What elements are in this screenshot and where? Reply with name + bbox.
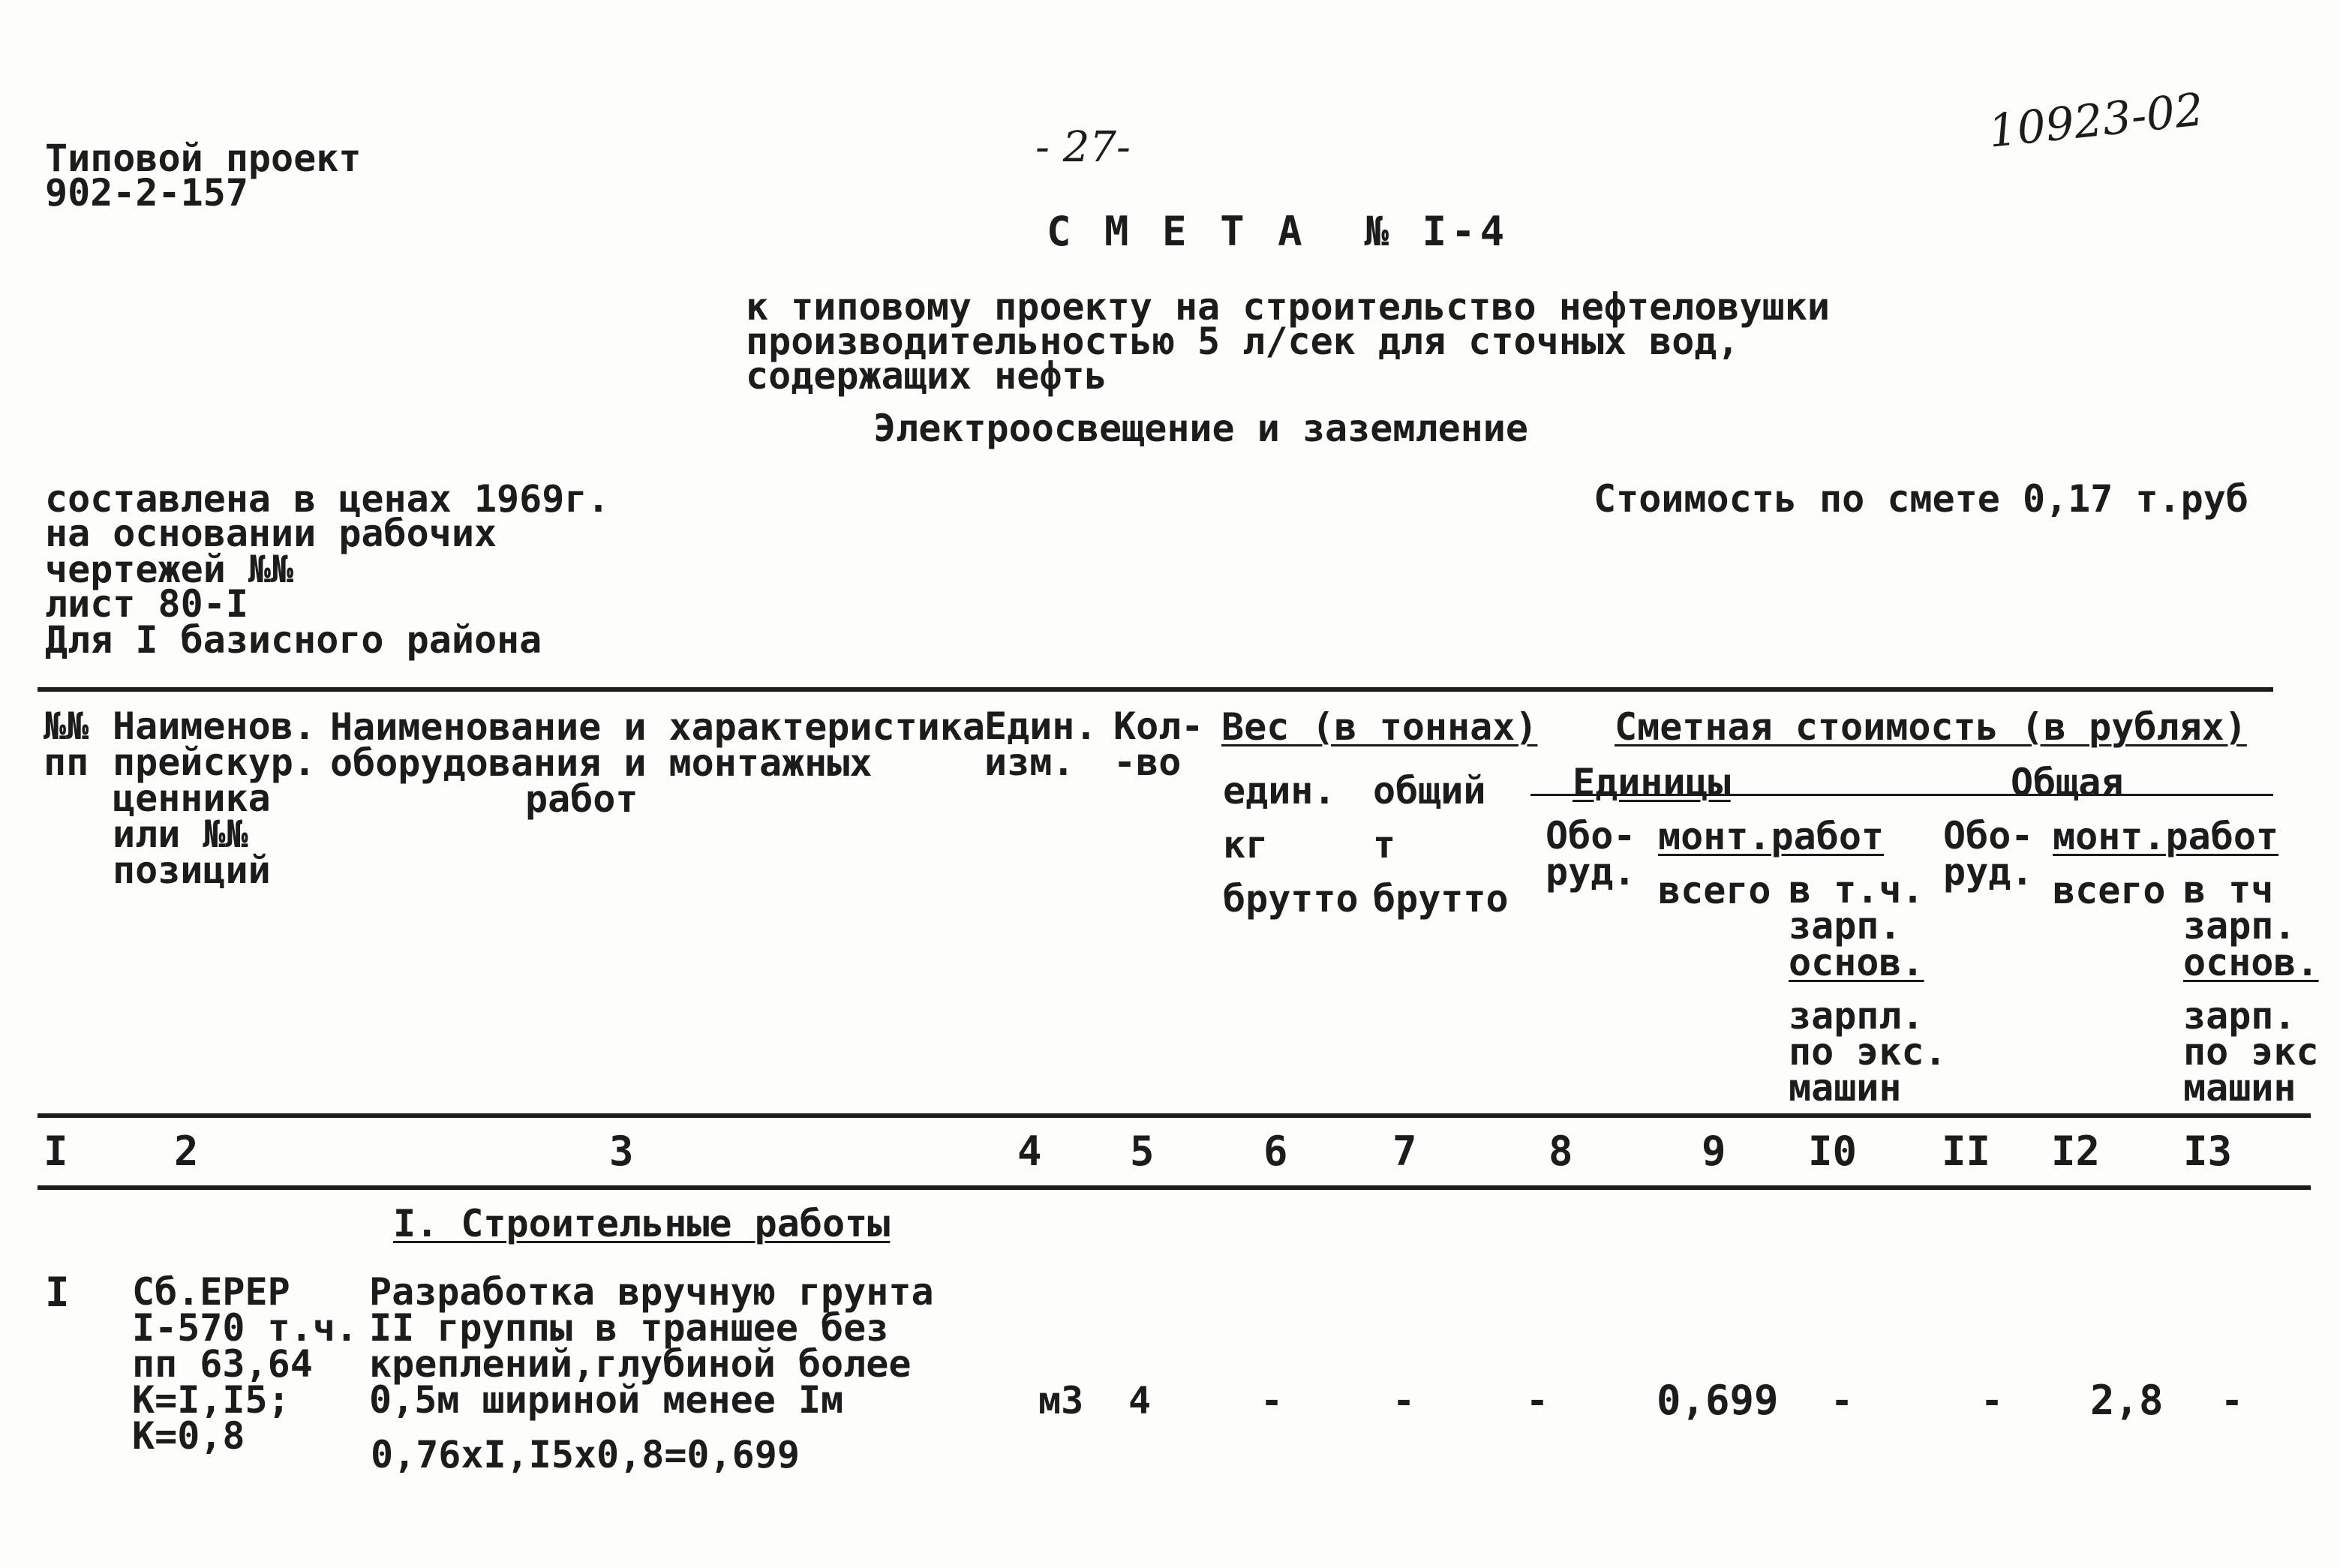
col-header-mach-total: зарп. по экс машин <box>2183 994 2319 1110</box>
meta-line-1: составлена в ценах 1969г. <box>45 477 610 521</box>
row-c10: - <box>1831 1379 1854 1422</box>
subtitle-line-3: содержащих нефть <box>746 354 1107 398</box>
column-number: I <box>44 1128 68 1175</box>
row-code: Сб.ЕРЕР I-570 т.ч. пп 63,64 К=I,I5; К=0,8 <box>132 1270 359 1458</box>
table-top-rule <box>38 687 2273 692</box>
col-header-equip-unit: Обо- руд. <box>1545 814 1636 894</box>
col-header-desc-3: работ <box>525 777 638 821</box>
col-header-mount-unit: монт.работ <box>1658 815 1885 858</box>
col-header-cost: Сметная стоимость (в рублях) <box>1615 705 2247 749</box>
column-number: 2 <box>174 1128 199 1175</box>
column-number: 7 <box>1392 1128 1417 1175</box>
archive-number: 10923-02 <box>1986 83 2206 158</box>
meta-line-4: лист 80-I <box>45 582 248 626</box>
row-unit: м3 <box>1038 1379 1084 1422</box>
row-description: Разработка вручную грунта II группы в траншее без креплений,глубиной более 0,5м шириной менее Iм <box>369 1270 934 1422</box>
column-number: I3 <box>2183 1128 2233 1175</box>
col-header-weight-unit: един. кг брутто <box>1223 769 1359 921</box>
col-header-weight: Вес (в тоннах) <box>1221 705 1538 749</box>
column-numbers-rule <box>38 1185 2311 1190</box>
section-title: Электроосвещение и заземление <box>873 407 1528 450</box>
col-header-mach-unit: зарпл. по экс. машин <box>1789 994 1947 1110</box>
project-number: 902-2-157 <box>45 171 248 215</box>
row-qty: 4 <box>1128 1379 1152 1422</box>
page-number: - 27- <box>1035 123 1131 172</box>
meta-line-2: на основании рабочих <box>45 512 497 555</box>
estimate-cost: Стоимость по смете 0,17 т.руб <box>1594 477 2248 521</box>
col-header-code: Наименов. прейскур. ценника или №№ позиций <box>113 704 316 892</box>
row-c6: - <box>1260 1379 1284 1422</box>
col-header-mount-total: монт.работ <box>2053 815 2279 858</box>
col-header-equip-total: Обо- руд. <box>1943 814 2034 894</box>
column-number: I2 <box>2051 1128 2101 1175</box>
col-header-all-unit: всего <box>1658 869 1771 912</box>
column-number: 6 <box>1263 1128 1288 1175</box>
col-header-incl-total: в тч зарп. <box>2183 868 2296 948</box>
meta-line-5: Для I базисного района <box>45 618 542 662</box>
header-bottom-rule <box>38 1113 2311 1118</box>
col-header-desc-2: оборудования и монтажных <box>330 741 873 785</box>
row-c11: - <box>1981 1379 2004 1422</box>
subtitle-line-2: производительностью 5 л/сек для сточных вод, <box>746 320 1740 363</box>
col-header-qty: Кол- -во <box>1113 704 1204 784</box>
row-calc: 0,76хI,I5х0,8=0,699 <box>371 1433 800 1476</box>
col-header-incl-unit: в т.ч. зарп. <box>1789 868 1924 948</box>
subtitle-line-1: к типовому проекту на строительство нефтеловушки <box>746 285 1830 329</box>
project-label: Типовой проект <box>45 137 362 180</box>
row-num: I <box>45 1269 70 1316</box>
col-header-base-total: основ. <box>2183 941 2319 984</box>
col-header-cost-unit: Единицы <box>1573 761 1731 804</box>
column-number: 8 <box>1548 1128 1573 1175</box>
section-heading: I. Строительные работы <box>393 1202 891 1245</box>
row-c12: 2,8 <box>2090 1377 2164 1424</box>
col-header-unit: Един. изм. <box>984 704 1098 784</box>
row-c8: - <box>1526 1379 1549 1422</box>
column-number: 9 <box>1702 1128 1726 1175</box>
row-c7: - <box>1392 1379 1416 1422</box>
col-header-base-unit: основ. <box>1789 941 1924 984</box>
col-header-all-total: всего <box>2053 869 2166 912</box>
row-c9: 0,699 <box>1657 1377 1779 1424</box>
col-header-weight-total: общий т брутто <box>1373 769 1509 921</box>
row-c13: - <box>2221 1379 2244 1422</box>
col-header-desc-1: Наименование и характеристика <box>330 705 985 749</box>
col-header-cost-total: Общая <box>2011 761 2124 804</box>
meta-line-3: чертежей №№ <box>45 548 294 591</box>
document-title: С М Е Т А № I-4 <box>1047 208 1509 255</box>
column-number: 3 <box>609 1128 634 1175</box>
column-number: I0 <box>1808 1128 1858 1175</box>
column-number: 4 <box>1017 1128 1042 1175</box>
column-number: II <box>1942 1128 1991 1175</box>
column-number: 5 <box>1130 1128 1155 1175</box>
col-header-num: №№ пп <box>44 704 89 784</box>
